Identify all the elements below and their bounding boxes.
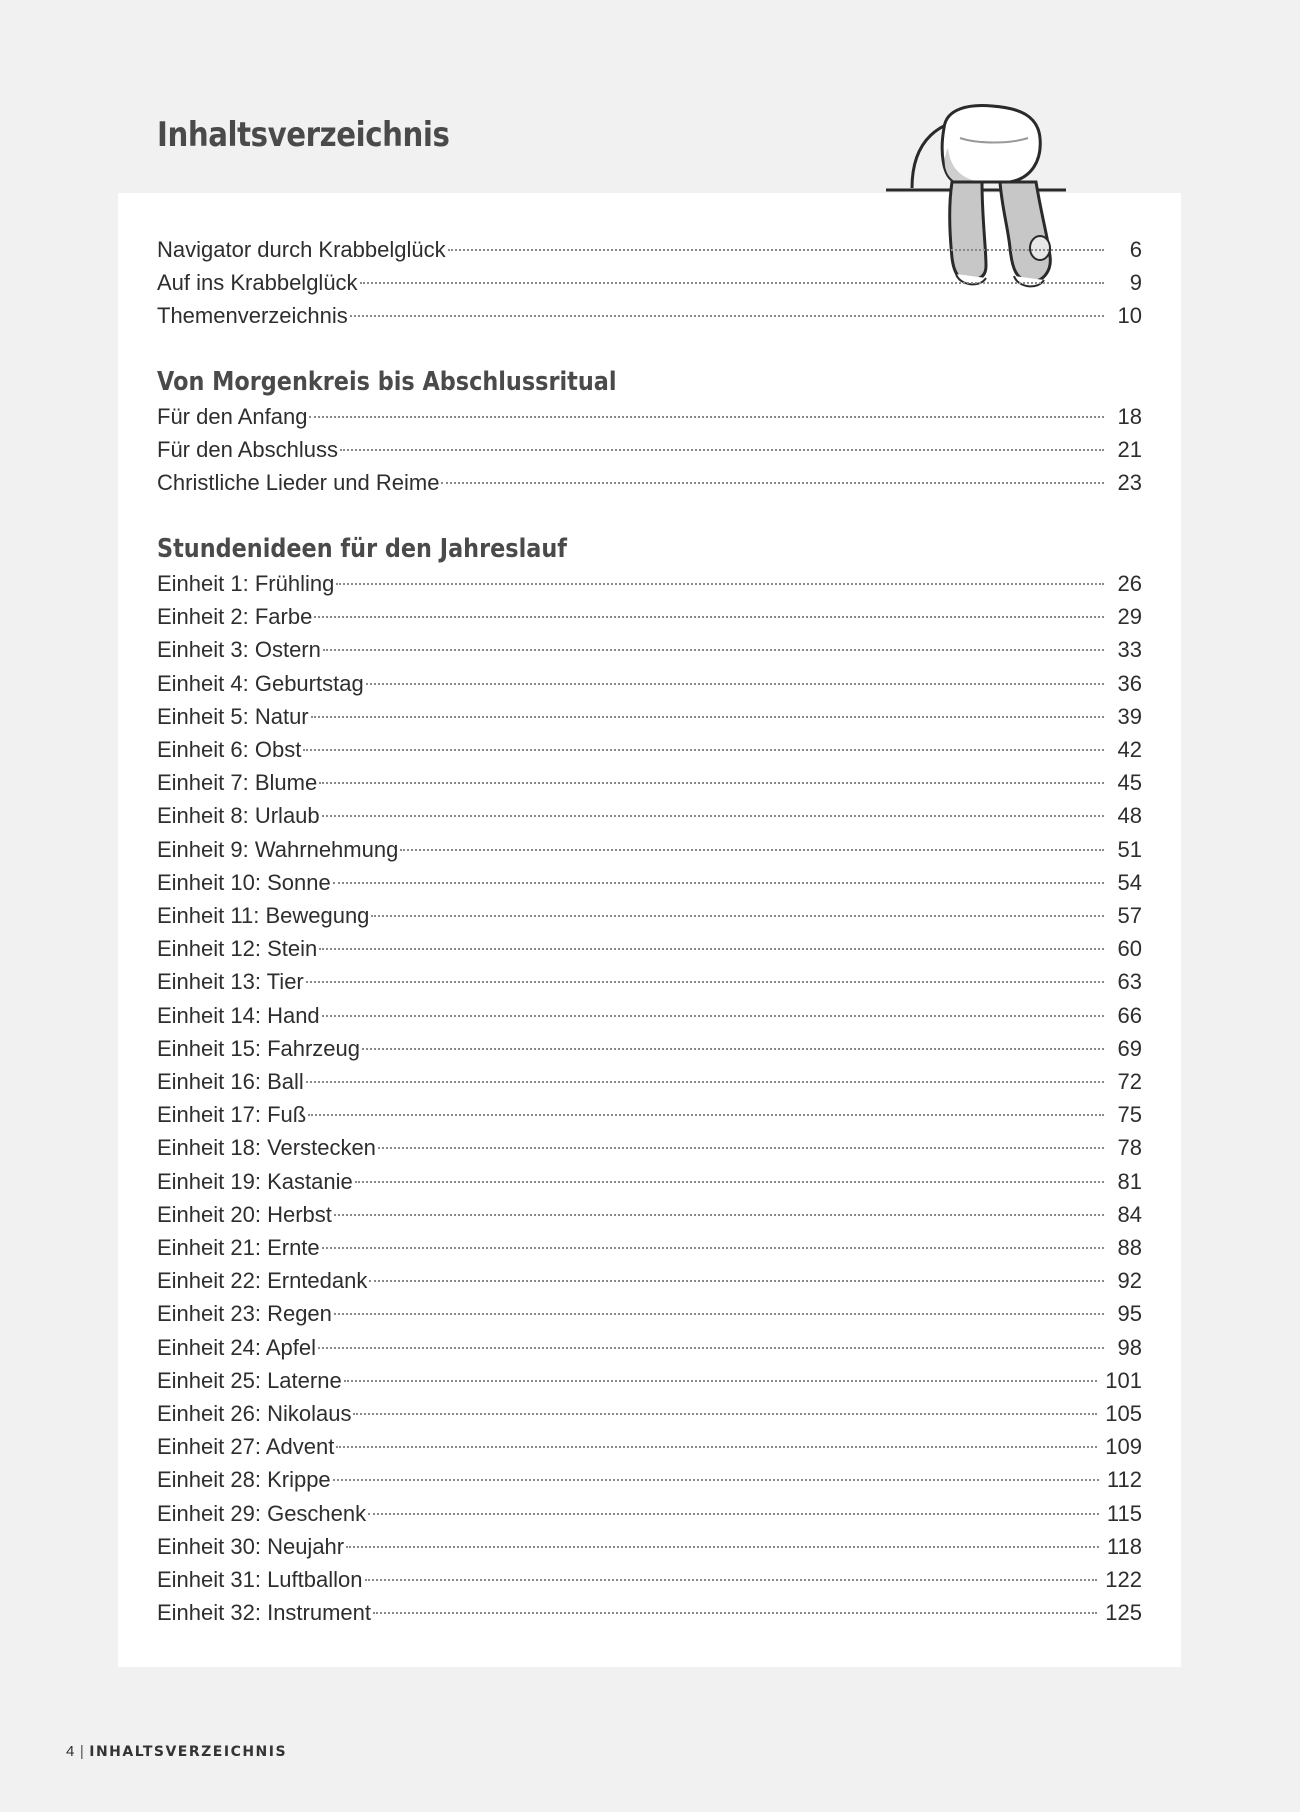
toc-entry[interactable] — [157, 1198, 1142, 1231]
dot-leader — [344, 1380, 1098, 1382]
toc-entry[interactable] — [157, 633, 1142, 666]
toc-entry-page: 6 — [1129, 237, 1142, 262]
dot-leader — [368, 1513, 1099, 1515]
toc-entry-label: Einheit 29: Geschenk — [157, 1500, 367, 1526]
toc-entry-label: Einheit 16: Ball — [157, 1069, 304, 1094]
dot-leader — [334, 1214, 1104, 1216]
dot-leader — [303, 749, 1104, 751]
dot-leader — [355, 1181, 1104, 1183]
toc-entry-label: Auf ins Krabbelglück — [157, 270, 358, 295]
toc-entry-label: Einheit 2: Farbe — [157, 604, 313, 630]
toc-entry-page: 84 — [1117, 1201, 1142, 1227]
toc-entry-label: Einheit 11: Bewegung — [157, 903, 370, 928]
page-title: Inhaltsverzeichnis — [157, 115, 450, 155]
toc-entry-page: 57 — [1117, 903, 1142, 928]
dot-leader — [334, 1313, 1104, 1315]
toc-entry-label: Einheit 18: Verstecken — [157, 1135, 376, 1161]
toc-entry-page: 75 — [1117, 1102, 1142, 1128]
dot-leader — [362, 1048, 1104, 1050]
dot-leader — [340, 449, 1104, 451]
toc-entry-label: Für den Anfang — [157, 404, 308, 429]
dot-leader — [360, 282, 1104, 284]
toc-entry-page: 101 — [1105, 1367, 1142, 1393]
toc-entry-page: 72 — [1117, 1069, 1142, 1094]
toc-entry-label: Einheit 9: Wahrnehmung — [157, 836, 399, 862]
toc-entry-label: Einheit 1: Frühling — [157, 571, 335, 596]
toc-entry-page: 42 — [1117, 737, 1142, 762]
toc-entry-label: Einheit 30: Neujahr — [157, 1533, 345, 1559]
toc-entry-label: Themenverzeichnis — [157, 303, 348, 328]
dot-leader — [369, 1280, 1104, 1282]
dot-leader — [448, 249, 1104, 251]
toc-entry[interactable] — [157, 433, 1142, 466]
toc-entry[interactable] — [157, 299, 1142, 332]
dot-leader — [336, 1446, 1097, 1448]
toc-entry-page: 78 — [1117, 1135, 1142, 1161]
toc-entry[interactable] — [157, 999, 1142, 1032]
toc-entry[interactable] — [157, 667, 1142, 700]
dot-leader — [306, 981, 1104, 983]
toc-entry-page: 26 — [1117, 571, 1142, 596]
toc-entry-label: Einheit 8: Urlaub — [157, 803, 320, 829]
toc-entry-page: 33 — [1117, 637, 1142, 663]
dot-leader — [318, 1347, 1104, 1349]
toc-entry-label: Einheit 10: Sonne — [157, 869, 331, 895]
dot-leader — [373, 1612, 1097, 1614]
dot-leader — [319, 948, 1104, 950]
toc-entry[interactable] — [157, 1131, 1142, 1164]
toc-entry[interactable] — [157, 1331, 1142, 1364]
toc-entry-label: Einheit 22: Erntedank — [157, 1268, 368, 1294]
toc-entry[interactable] — [157, 766, 1142, 799]
toc-entry-page: 122 — [1105, 1567, 1142, 1592]
toc-entry-label: Einheit 4: Geburtstag — [157, 670, 364, 696]
toc-entry-label: Einheit 6: Obst — [157, 737, 302, 762]
toc-entry[interactable] — [157, 1397, 1142, 1430]
toc-entry-label: Einheit 13: Tier — [157, 969, 304, 995]
toc-entry-page: 98 — [1117, 1334, 1142, 1360]
toc-entry[interactable] — [157, 400, 1142, 433]
toc-entry[interactable] — [157, 567, 1142, 600]
toc-entry-page: 29 — [1117, 604, 1142, 630]
toc-entry-label: Einheit 27: Advent — [157, 1434, 335, 1460]
dot-leader — [441, 482, 1104, 484]
toc-entry[interactable] — [157, 1463, 1142, 1496]
toc-entry-label: Einheit 26: Nikolaus — [157, 1401, 352, 1426]
toc-entry-page: 10 — [1117, 303, 1142, 328]
toc-entry-label: Einheit 5: Natur — [157, 703, 309, 729]
toc-entry-label: Einheit 32: Instrument — [157, 1600, 372, 1626]
dot-leader — [323, 649, 1104, 651]
section-heading: Stundenideen für den Jahreslauf — [157, 534, 567, 564]
toc-entry-page: 36 — [1117, 670, 1142, 696]
toc-entry[interactable] — [157, 1065, 1142, 1098]
toc-entry-page: 18 — [1117, 404, 1142, 429]
toc-entry-label: Einheit 20: Herbst — [157, 1201, 332, 1227]
toc-entry-label: Navigator durch Krabbelglück — [157, 237, 446, 262]
toc-entry-label: Einheit 28: Krippe — [157, 1467, 331, 1493]
toc-entry[interactable] — [157, 1098, 1142, 1131]
toc-entry[interactable] — [157, 1032, 1142, 1065]
toc-entry-label: Einheit 19: Kastanie — [157, 1168, 353, 1194]
toc-entry-label: Für den Abschluss — [157, 437, 338, 462]
toc-entry-page: 92 — [1117, 1268, 1142, 1294]
toc-entry[interactable] — [157, 1430, 1142, 1463]
toc-entry-page: 63 — [1117, 969, 1142, 995]
footer-page-number: 4 — [66, 1743, 76, 1760]
toc-entry-page: 109 — [1105, 1434, 1142, 1460]
toc-entry-page: 21 — [1117, 437, 1142, 462]
dot-leader — [308, 1114, 1104, 1116]
toc-entry[interactable] — [157, 466, 1142, 499]
toc-entry-page: 54 — [1117, 869, 1142, 895]
toc-entry[interactable] — [157, 1364, 1142, 1397]
dot-leader — [336, 583, 1104, 585]
toc-entry-page: 112 — [1106, 1467, 1142, 1493]
toc-entry-page: 39 — [1117, 703, 1142, 729]
toc-entry-label: Einheit 7: Blume — [157, 770, 318, 796]
toc-entry[interactable] — [157, 1264, 1142, 1297]
toc-entry[interactable] — [157, 1497, 1142, 1530]
toc-entry-label: Einheit 3: Ostern — [157, 637, 321, 663]
toc-entry[interactable] — [157, 600, 1142, 633]
toc-entry-page: 88 — [1117, 1235, 1142, 1260]
toc-entry-page: 125 — [1105, 1600, 1142, 1626]
toc-entry-page: 48 — [1117, 803, 1142, 829]
toc-entry[interactable] — [157, 965, 1142, 998]
toc-entry-label: Einheit 17: Fuß — [157, 1102, 307, 1128]
dot-leader — [322, 1015, 1104, 1017]
dot-leader — [311, 716, 1104, 718]
toc-entry[interactable] — [157, 1297, 1142, 1330]
toc-entry-page: 9 — [1129, 270, 1142, 295]
toc-entry-label: Einheit 14: Hand — [157, 1002, 320, 1028]
toc-entry[interactable] — [157, 1165, 1142, 1198]
dot-leader — [371, 915, 1104, 917]
footer-separator: | — [79, 1743, 86, 1760]
toc-entry[interactable] — [157, 266, 1142, 299]
dot-leader — [333, 1479, 1099, 1481]
toc-entry-page: 95 — [1117, 1301, 1142, 1327]
dot-leader — [350, 315, 1104, 317]
toc-entry-page: 23 — [1117, 470, 1142, 495]
toc-entry-page: 66 — [1117, 1002, 1142, 1028]
toc-entry[interactable] — [157, 866, 1142, 899]
dot-leader — [353, 1413, 1097, 1415]
toc-entry-label: Einheit 24: Apfel — [157, 1334, 317, 1360]
toc-entry[interactable] — [157, 1596, 1142, 1629]
dot-leader — [333, 882, 1104, 884]
toc-entry[interactable] — [157, 833, 1142, 866]
toc-entry-label: Einheit 12: Stein — [157, 936, 318, 962]
dot-leader — [346, 1546, 1099, 1548]
toc-entry-label: Einheit 23: Regen — [157, 1301, 332, 1327]
section-heading: Von Morgenkreis bis Abschlussritual — [157, 367, 617, 397]
toc-entry[interactable] — [157, 733, 1142, 766]
dot-leader — [400, 849, 1104, 851]
toc-entry-label: Einheit 31: Luftballon — [157, 1567, 363, 1592]
toc-entry-page: 69 — [1117, 1035, 1142, 1061]
toc-entry[interactable] — [157, 1563, 1142, 1596]
dot-leader — [366, 683, 1104, 685]
toc-entry-page: 60 — [1117, 936, 1142, 962]
toc-entry-label: Einheit 15: Fahrzeug — [157, 1035, 361, 1061]
toc-entry-page: 51 — [1117, 836, 1142, 862]
toc-entry[interactable] — [157, 799, 1142, 832]
toc-entry[interactable] — [157, 700, 1142, 733]
toc-entry[interactable] — [157, 1231, 1142, 1264]
toc-entry[interactable] — [157, 899, 1142, 932]
toc-entry-label: Einheit 21: Ernte — [157, 1235, 320, 1260]
toc-entry-page: 115 — [1106, 1500, 1142, 1526]
dot-leader — [365, 1579, 1098, 1581]
toc-entry-label: Christliche Lieder und Reime — [157, 470, 440, 495]
toc-entry-label: Einheit 25: Laterne — [157, 1367, 342, 1393]
toc-entry[interactable] — [157, 932, 1142, 965]
dot-leader — [319, 782, 1104, 784]
dot-leader — [322, 1247, 1104, 1249]
toc-entry-page: 105 — [1105, 1401, 1142, 1426]
dot-leader — [378, 1147, 1104, 1149]
dot-leader — [306, 1081, 1104, 1083]
toc-entry[interactable] — [157, 1530, 1142, 1563]
page-footer — [66, 1743, 287, 1760]
footer-section-name: INHALTSVERZEICHNIS — [89, 1744, 288, 1760]
dot-leader — [314, 616, 1104, 618]
dot-leader — [322, 815, 1104, 817]
toc-entry-page: 118 — [1106, 1533, 1142, 1559]
toc-entry-page: 81 — [1117, 1168, 1142, 1194]
dot-leader — [309, 416, 1104, 418]
toc-entry-page: 45 — [1117, 770, 1142, 796]
toc-entry[interactable] — [157, 233, 1142, 266]
